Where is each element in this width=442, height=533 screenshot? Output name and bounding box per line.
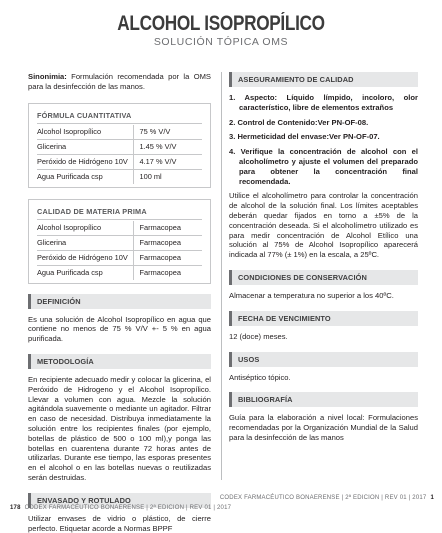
page-header	[0, 12, 442, 48]
quality-table-box	[28, 199, 211, 284]
ingredient-cell: Agua Purificada csp	[37, 169, 133, 183]
definicion-text: Es una solución de Alcohol Isopropílico en agua que contiene no menos de 75 % V/V +- 5 % en agua purificada.	[28, 314, 211, 344]
section-heading: METODOLOGÍA	[28, 354, 211, 369]
vencimiento-section	[229, 311, 418, 342]
conservacion-section	[229, 270, 418, 301]
metodologia-text: En recipiente adecuado medir y colocar la glicerina, el Peróxido de Hidrogeno y el Alcohol Isopropílico. Llevar a volumen con agua. Mezcle la solución agitándola suavemente o mediante un agitador. Filtrar en caso de necesidad. Distribuya inmediatamente la solución entre los recipientes finales (por ejemplo, botellas de plástico de 500 o 100 ml),y ponga las botellas en cuarentena durante 72 horas antes de utilizarlas. Durante ese tiempo, las esporas presentes en el alcohol o en las botellas nuevas o reutilizadas serán destruidas.	[28, 374, 211, 482]
ingredient-cell: Peróxido de Hidrógeno 10V	[37, 250, 133, 265]
section-heading: DEFINICIÓN	[28, 294, 211, 309]
section-heading: USOS	[229, 352, 418, 367]
ingredient-cell: Glicerina	[37, 236, 133, 251]
amount-cell: 4.17 % V/V	[133, 154, 202, 169]
metodologia-section	[28, 354, 211, 483]
ingredient-cell: Agua Purificada csp	[37, 265, 133, 279]
table-row	[37, 265, 202, 279]
source-cell: Farmacopea	[139, 267, 181, 277]
page-number: 178	[10, 505, 21, 511]
source-cell: Farmacopea	[133, 250, 202, 265]
list-item: 1. Aspecto: Líquido límpido, incoloro, olor característico, libre de elementos extraños	[229, 93, 418, 112]
synonym-text: Formulación recomendada por la OMS para la desinfección de las manos.	[28, 72, 211, 91]
right-column	[229, 72, 418, 443]
formula-table-box	[28, 103, 211, 188]
section-heading: ENVASADO Y ROTULADO	[28, 493, 211, 508]
list-item: 4. Verifique la concentración de alcohol con el alcoholímetro y ajuste el volumen del preparado para obtener la concentración final recomendada.	[229, 147, 418, 186]
table-row	[37, 221, 202, 235]
section-heading: CONDICIONES DE CONSERVACIÓN	[229, 270, 418, 285]
left-column	[28, 72, 211, 533]
ingredient-cell: Glicerina	[37, 140, 133, 155]
footer-right-text: CODEX FARMACÉUTICO BONAERENSE | 2ª EDICION | REV 01 | 2017	[219, 495, 427, 501]
source-cell: Farmacopea	[133, 236, 202, 251]
page-title: ALCOHOL ISOPROPÍLICO	[117, 12, 325, 35]
list-item: 3. Hermeticidad del envase:Ver PN-OF-07.	[229, 132, 380, 142]
footer-left	[10, 505, 231, 511]
page-subtitle: SOLUCIÓN TÓPICA OMS	[153, 36, 289, 48]
table-row	[37, 236, 202, 251]
amount-cell: 75 % V/V	[133, 125, 202, 139]
amount-cell: 1.45 % V/V	[133, 140, 202, 155]
amount-cell: 100 ml	[139, 171, 162, 181]
ingredient-cell: Alcohol Isopropílico	[37, 221, 133, 235]
qa-list	[229, 93, 418, 186]
bibliografia-text: Guía para la elaboración a nivel local: Formulaciones recomendadas por la Organización Mundial de la Salud para la desinfección de las manos	[229, 413, 418, 442]
qa-note: Utilice el alcoholímetro para controlar la concentración de alcohol de la solución final. Los límites aceptables deberán quedar fijados en torno a ±5% de la concentración deseada. Si el alcoholímetro utilizado es para medir concentración de Alcohol Etílico una solución al 75% de Alcohol Isopropílico aparecerá indicada al 77% (± 1%) en la escala, a 25ºC.	[229, 191, 418, 260]
synonym-paragraph	[28, 72, 211, 92]
page-number: 1	[430, 495, 434, 501]
envasado-section	[28, 493, 211, 533]
section-heading: BIBLIOGRAFÍA	[229, 392, 418, 407]
envasado-text: Utilizar envases de vidrio o plástico, de cierre perfecto. Etiquetar acorde a Normas BPPF	[28, 513, 211, 533]
quality-table-title: CALIDAD DE MATERIA PRIMA	[37, 207, 202, 221]
synonym-label: Sinonimia:	[28, 72, 67, 81]
aseguramiento-section	[229, 72, 418, 260]
table-row	[37, 154, 202, 169]
section-heading: ASEGURAMIENTO DE CALIDAD	[229, 72, 418, 87]
vencimiento-text: 12 (doce) meses.	[229, 331, 288, 341]
footer-left-text: CODEX FARMACÉUTICO BONAERENSE | 2ª EDICION | REV 01 | 2017	[24, 505, 232, 511]
footer-right	[220, 495, 434, 501]
formula-table-title: FÓRMULA CUANTITATIVA	[37, 111, 202, 125]
ingredient-cell: Peróxido de Hidrógeno 10V	[37, 154, 133, 169]
column-divider	[221, 72, 222, 480]
definicion-section	[28, 294, 211, 344]
usos-text: Antiséptico tópico.	[229, 372, 291, 382]
bibliografia-section	[229, 392, 418, 442]
quality-table	[37, 221, 202, 279]
table-row	[37, 140, 202, 155]
table-row	[37, 169, 202, 183]
conservacion-text: Almacenar a temperatura no superior a los 40ºC.	[229, 290, 394, 300]
ingredient-cell: Alcohol Isopropílico	[37, 125, 133, 139]
list-item: 2. Control de Contenido:Ver PN-OF-08.	[229, 117, 369, 127]
source-cell: Farmacopea	[133, 221, 202, 235]
section-heading: FECHA DE VENCIMIENTO	[229, 311, 418, 326]
formula-table	[37, 125, 202, 183]
table-row	[37, 250, 202, 265]
table-row	[37, 125, 202, 139]
usos-section	[229, 352, 418, 383]
